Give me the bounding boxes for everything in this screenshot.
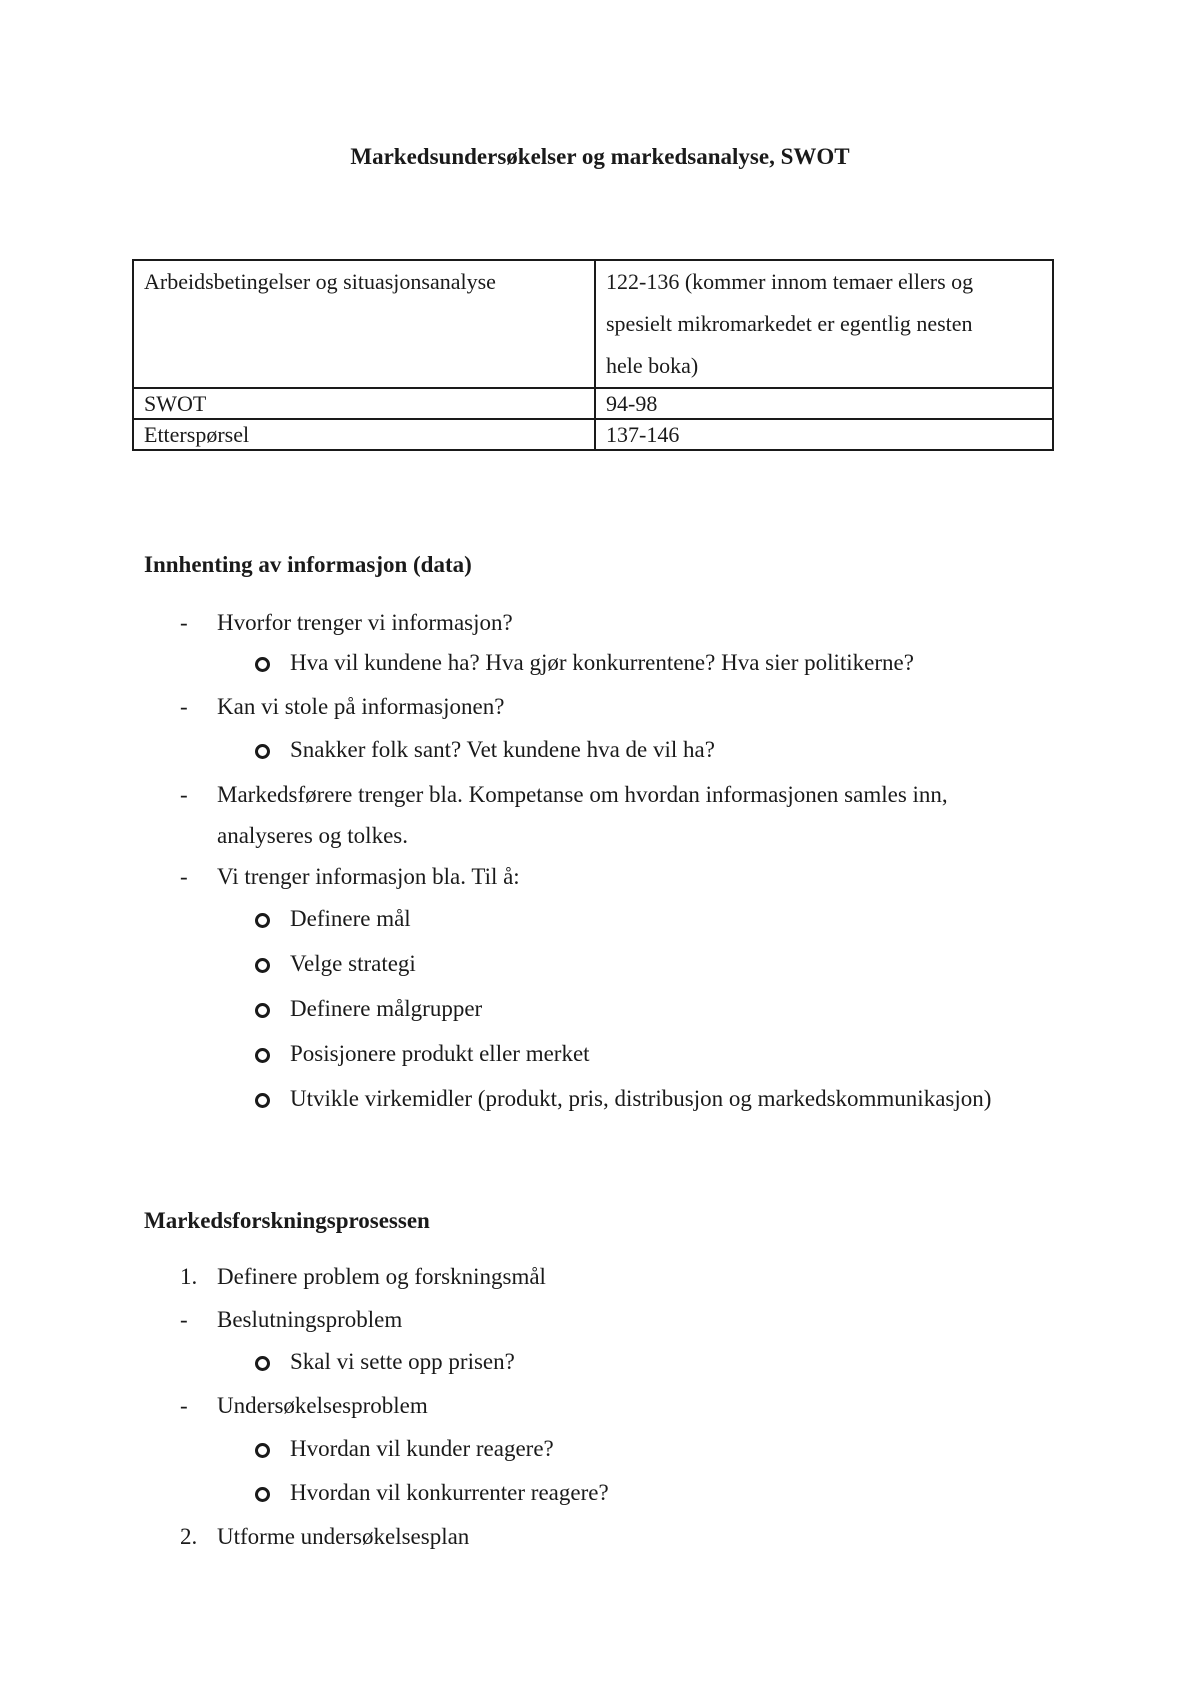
table-cell-topic: Etterspørsel	[133, 419, 595, 450]
dash-marker: -	[180, 1393, 188, 1418]
circle-bullet-icon	[255, 1093, 270, 1108]
table-cell-topic: Arbeidsbetingelser og situasjonsanalyse	[133, 260, 595, 388]
table-cell-line: hele boka)	[606, 353, 699, 378]
circle-bullet-icon	[255, 1443, 270, 1458]
section-heading: Innhenting av informasjon (data)	[144, 552, 472, 577]
circle-bullet-icon	[255, 958, 270, 973]
list-item: Beslutningsproblem	[217, 1307, 403, 1332]
dash-marker: -	[180, 1307, 188, 1332]
step-number: 1.	[180, 1264, 198, 1289]
sub-list-item: Hva vil kundene ha? Hva gjør konkurrentene? Hva sier politikerne?	[290, 650, 914, 675]
section-heading: Markedsforskningsprosessen	[144, 1208, 430, 1233]
dash-marker: -	[180, 694, 188, 719]
sub-list-item: Hvordan vil kunder reagere?	[290, 1436, 554, 1461]
sub-list-item: Posisjonere produkt eller merket	[290, 1041, 590, 1066]
table-row	[133, 388, 1053, 419]
sub-list-item: Definere mål	[290, 906, 411, 931]
table-row	[133, 419, 1053, 450]
list-item: Vi trenger informasjon bla. Til å:	[217, 864, 520, 889]
circle-bullet-icon	[255, 1487, 270, 1502]
sub-list-item: Snakker folk sant? Vet kundene hva de vil ha?	[290, 737, 715, 762]
table-cell-topic: SWOT	[133, 388, 595, 419]
table-cell-pages	[595, 260, 1053, 388]
dash-marker: -	[180, 610, 188, 635]
table-cell-pages: 94-98	[595, 388, 1053, 419]
list-item: Undersøkelsesproblem	[217, 1393, 428, 1418]
list-item: Hvorfor trenger vi informasjon?	[217, 610, 513, 635]
dash-marker: -	[180, 864, 188, 889]
circle-bullet-icon	[255, 1003, 270, 1018]
list-item: Kan vi stole på informasjonen?	[217, 694, 505, 719]
sub-list-item: Hvordan vil konkurrenter reagere?	[290, 1480, 609, 1505]
numbered-item: Utforme undersøkelsesplan	[217, 1524, 470, 1549]
list-item-continuation: analyseres og tolkes.	[217, 823, 408, 848]
circle-bullet-icon	[255, 657, 270, 672]
reference-table	[132, 259, 1054, 451]
step-number: 2.	[180, 1524, 198, 1549]
sub-list-item: Velge strategi	[290, 951, 416, 976]
page-title: Markedsundersøkelser og markedsanalyse, SWOT	[350, 144, 850, 169]
table-row	[133, 260, 1053, 388]
table-cell-line: spesielt mikromarkedet er egentlig nesten	[606, 311, 973, 336]
table-cell-pages: 137-146	[595, 419, 1053, 450]
numbered-item: Definere problem og forskningsmål	[217, 1264, 546, 1289]
list-item: Markedsførere trenger bla. Kompetanse om hvordan informasjonen samles inn,	[217, 782, 948, 807]
sub-list-item: Skal vi sette opp prisen?	[290, 1349, 515, 1374]
dash-marker: -	[180, 782, 188, 807]
sub-list-item: Definere målgrupper	[290, 996, 483, 1021]
circle-bullet-icon	[255, 744, 270, 759]
circle-bullet-icon	[255, 913, 270, 928]
circle-bullet-icon	[255, 1356, 270, 1371]
circle-bullet-icon	[255, 1048, 270, 1063]
sub-list-item: Utvikle virkemidler (produkt, pris, distribusjon og markedskommunikasjon)	[290, 1086, 992, 1111]
table-cell-line: 122-136 (kommer innom temaer ellers og	[606, 269, 974, 294]
